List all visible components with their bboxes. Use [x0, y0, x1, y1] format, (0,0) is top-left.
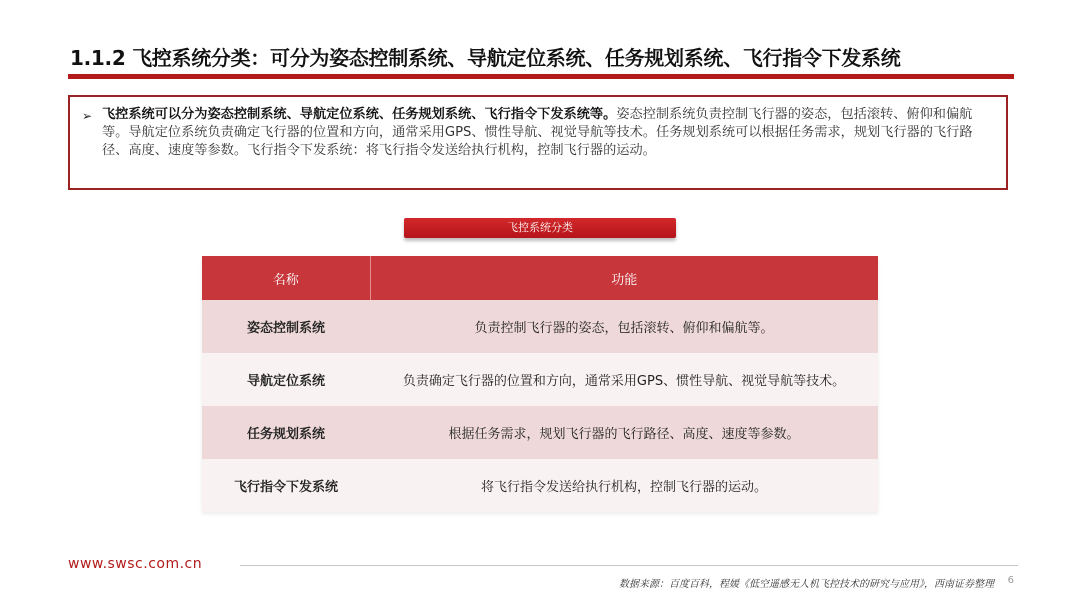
table-header-row: [202, 256, 878, 300]
page-title: 1.1.2 飞控系统分类：可分为姿态控制系统、导航定位系统、任务规划系统、飞行指令下发系统: [70, 46, 901, 70]
row-name: 任务规划系统: [202, 406, 370, 459]
summary-body: 姿态控制系统负责控制飞行器的姿态，包括滚转、俯仰和偏航等。导航定位系统负责确定飞行器的位置和方向，通常采用GPS、惯性导航、视觉导航等技术。任务规划系统可以根据任务需求，规划飞行器的飞行路径、高度、速度等参数。飞行指令下发系统：将飞行指令发送给执行机构，控制飞行器的运动。: [102, 107, 973, 158]
row-function: 根据任务需求，规划飞行器的飞行路径、高度、速度等参数。: [370, 406, 878, 459]
classification-table: [202, 256, 878, 512]
header-name: 名称: [202, 256, 370, 300]
table-row: [202, 406, 878, 459]
row-function: 负责确定飞行器的位置和方向，通常采用GPS、惯性导航、视觉导航等技术。: [370, 353, 878, 406]
bullet-arrow-icon: ➢: [82, 109, 93, 123]
summary-lead: 飞控系统可以分为姿态控制系统、导航定位系统、任务规划系统、飞行指令下发系统等。: [102, 107, 617, 122]
header-function: 功能: [370, 256, 878, 300]
row-function: 将飞行指令发送给执行机构，控制飞行器的运动。: [370, 459, 878, 512]
page-number: 6: [1007, 575, 1014, 586]
row-name: 导航定位系统: [202, 353, 370, 406]
table-row: [202, 353, 878, 406]
table-caption: 飞控系统分类: [404, 218, 676, 238]
source-note: 数据来源：百度百科，程媛《低空遥感无人机飞控技术的研究与应用》，西南证券整理: [619, 579, 994, 590]
row-function: 负责控制飞行器的姿态，包括滚转、俯仰和偏航等。: [370, 300, 878, 353]
table-row: [202, 459, 878, 512]
row-name: 飞行指令下发系统: [202, 459, 370, 512]
table-row: [202, 300, 878, 353]
title-divider: [68, 74, 1014, 79]
website-link[interactable]: www.swsc.com.cn: [68, 556, 203, 572]
footer-divider: [240, 565, 1018, 566]
row-name: 姿态控制系统: [202, 300, 370, 353]
summary-box: [68, 95, 1008, 190]
